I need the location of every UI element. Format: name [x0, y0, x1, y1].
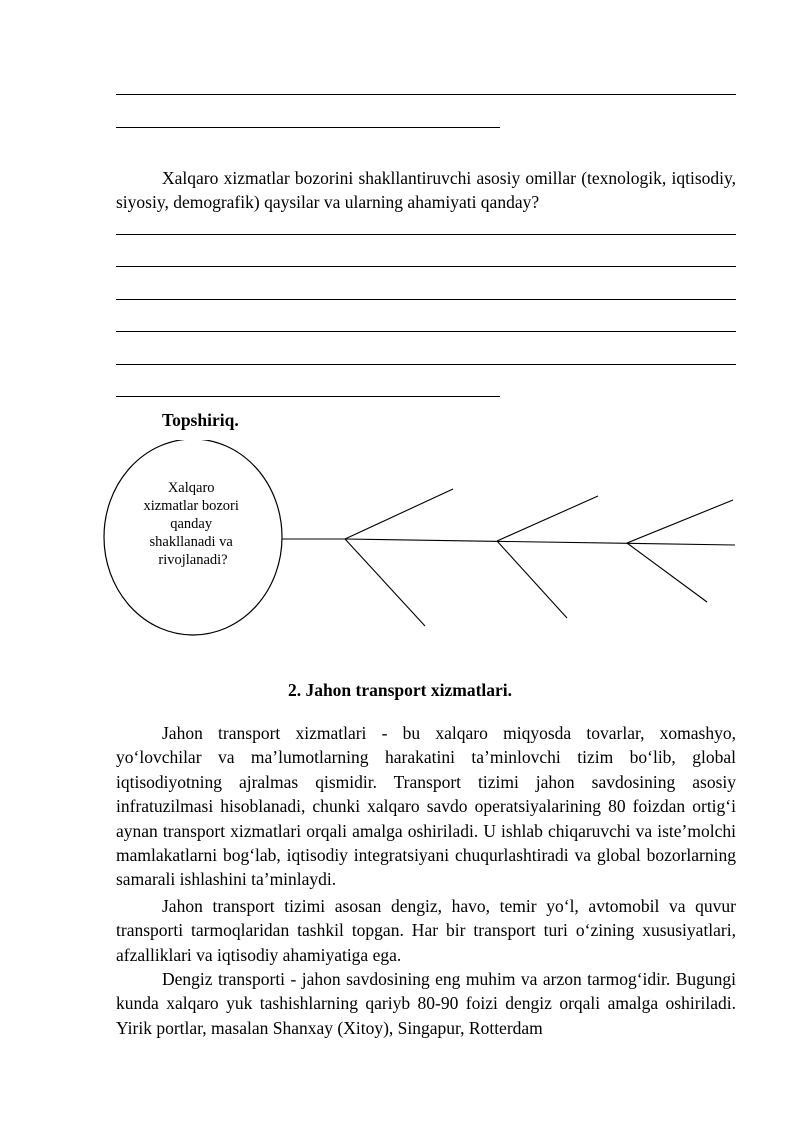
- section-paragraph: [116, 721, 736, 892]
- circle-line: shakllanadi va: [149, 534, 233, 550]
- answer-line: [116, 396, 500, 397]
- answer-line: [116, 299, 736, 300]
- answer-line: [116, 127, 500, 128]
- circle-line: xizmatlar bozori: [143, 498, 239, 514]
- question-body: Xalqaro xizmatlar bozorini shakllantiruvchi asosiy omillar (texnologik, iqtisodiy, siyosiy, demografik) qaysilar va ularning ahamiyati qanday?: [116, 168, 736, 213]
- section-paragraph: [116, 894, 736, 967]
- section-paragraph: [116, 967, 736, 1040]
- fishbone-spine: [345, 539, 735, 545]
- fishbone-bone: [345, 539, 425, 626]
- paragraph-text: Jahon transport xizmatlari - bu xalqaro miqyosda tovarlar, xomashyo, yo‘lovchilar va ma’lumotlarning harakatini ta’minlovchi tizim bo‘lib, global iqtisodiyotning ajralmas qismidir. Transport tizimi jahon savdosining asosiy infratuzilmasi hisoblanadi, chunki xalqaro savdo operatsiyalarining 80 foizdan ortig‘i aynan transport xizmatlari orqali amalga oshiriladi. U ishlab chiqaruvchi va iste’molchi mamlakatlarni bog‘lab, iqtisodiy integratsiyani chuqurlashtiradi va global bozorlarning samarali ishlashini ta’minlaydi.: [116, 723, 736, 890]
- task-heading: Topshiriq.: [162, 410, 239, 430]
- fishbone-diagram: [0, 440, 800, 640]
- section-title: 2. Jahon transport xizmatlari.: [287, 680, 513, 700]
- fishbone-bone: [627, 500, 733, 543]
- answer-line: [116, 331, 736, 332]
- circle-line: rivojlanadi?: [158, 552, 228, 568]
- fishbone-bone: [497, 541, 567, 618]
- paragraph-text: Jahon transport tizimi asosan dengiz, havo, temir yo‘l, avtomobil va quvur transporti tarmoqlaridan tashkil topgan. Har bir transport turi o‘zining xususiyatlari, afzalliklari va iqtisodiy ahamiyatiga ega.: [116, 896, 736, 965]
- circle-line: qanday: [170, 516, 213, 532]
- fishbone-bone: [497, 496, 598, 541]
- paragraph-text: Dengiz transporti - jahon savdosining eng muhim va arzon tarmog‘idir. Bugungi kunda xalqaro yuk tashishlarning qariyb 80-90 foizi dengiz orqali amalga oshiriladi. Yirik portlar, masalan Shanxay (Xitoy), Singapur, Rotterdam: [116, 969, 736, 1038]
- answer-line: [116, 364, 736, 365]
- answer-line: [116, 94, 736, 95]
- answer-line: [116, 266, 736, 267]
- circle-line: Xalqaro: [167, 480, 215, 496]
- question-text: [116, 166, 736, 215]
- fishbone-bone: [627, 543, 707, 602]
- answer-line: [116, 234, 736, 235]
- fishbone-bone: [345, 489, 453, 539]
